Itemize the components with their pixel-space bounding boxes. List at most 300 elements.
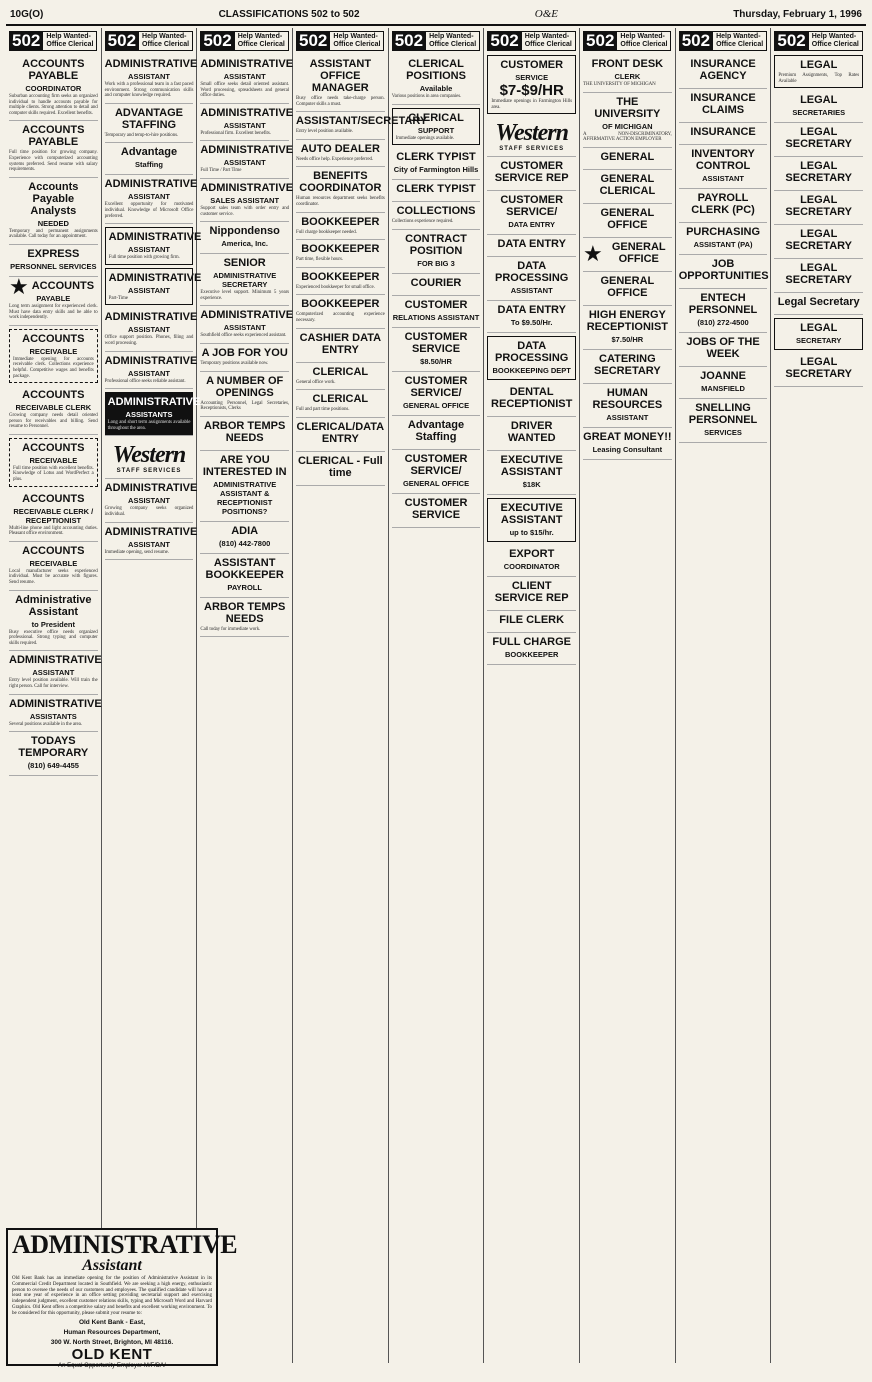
ad-subtitle: ASSISTANT: [128, 539, 170, 549]
classified-ad: [487, 498, 576, 542]
ad-subtitle: ASSISTANT: [128, 192, 170, 202]
ad-subtitle: up to $15/hr.: [509, 528, 554, 538]
western-staff-tagline: STAFF SERVICES: [499, 146, 565, 153]
ad-body: Professional firm. Excellent benefits.: [200, 130, 271, 136]
ad-body: Entry level position available.: [296, 129, 353, 135]
ad-title: CASHIER DATA ENTRY: [299, 331, 382, 356]
section-number: 502: [487, 31, 521, 51]
classified-ad: [105, 143, 194, 175]
ad-title: DATA PROCESSING: [495, 260, 569, 285]
ad-body: Busy executive office needs organized professional. Strong typing and computer skills required.: [9, 629, 98, 646]
classified-ad: [200, 55, 294, 104]
ad-body: Work with a professional team in a fast paced environment. Strong communication skills and computer knowledge required.: [104, 82, 194, 99]
section-label: [617, 31, 671, 51]
ad-body: Full time position for growing company. Experience with computerized accounting systems preferred. Send resume with salary requirements.: [9, 150, 98, 173]
ad-title: DRIVER WANTED: [507, 420, 556, 445]
classified-ad: [679, 255, 768, 289]
section-header: [679, 31, 768, 51]
ad-subtitle: DATA ENTRY: [508, 220, 556, 230]
ad-title: ADMINISTRATIVE: [9, 654, 102, 667]
ad-title: GENERAL OFFICE: [600, 206, 655, 231]
classified-ad: [774, 91, 863, 123]
ad-title: GENERAL OFFICE: [611, 240, 666, 265]
ad-title: COLLECTIONS: [396, 205, 476, 218]
ad-body: Immediate opening for accounts receivable clerk. Collections experience helpful. Competitive wages and benefits package.: [13, 356, 94, 379]
banner-company: Old Kent Bank - East,: [78, 1318, 146, 1326]
ad-body: Local manufacturer seeks experienced individual. Must be accurate with figures. Send resume.: [9, 568, 98, 586]
classified-ad: [583, 148, 672, 170]
classified-ad: [583, 428, 672, 460]
classified-ad: [392, 494, 481, 528]
ad-title: LEGAL SECRETARY: [785, 194, 853, 219]
ad-title: ACCOUNTS: [22, 544, 85, 557]
banner-headline: ADMINISTRATIVE: [12, 1230, 238, 1259]
ad-title: BOOKKEEPER: [301, 298, 380, 311]
classified-ad: [200, 451, 289, 522]
section-number: 502: [105, 31, 139, 51]
ad-subtitle: FOR BIG 3: [417, 258, 455, 268]
classified-ad: [9, 438, 98, 487]
classified-ad: [774, 353, 863, 387]
ad-title: GREAT MONEY!!: [583, 430, 672, 443]
classified-ad: [105, 439, 194, 479]
ad-body: A NON-DISCRIMINATORY, AFFIRMATIVE ACTION EMPLOYER: [583, 131, 672, 143]
ad-subtitle: to President: [31, 619, 75, 629]
classified-ad: [392, 416, 481, 450]
ad-body: Computerized accounting experience necessary.: [296, 312, 385, 323]
ad-title: Advantage Staffing: [407, 418, 465, 443]
ad-body: Small office seeks detail oriented assistant. Word processing, spreadsheets and general office duties.: [200, 82, 290, 99]
classified-ad: [9, 55, 98, 121]
section-number: 502: [200, 31, 234, 51]
ad-body: Needs office help. Experience preferred.: [296, 156, 373, 162]
classified-ad: [200, 306, 294, 344]
section-label: [426, 31, 480, 51]
ad-title: CUSTOMER: [500, 59, 564, 71]
ad-subtitle: ASSISTANT: [223, 158, 266, 168]
ad-subtitle: $18K: [522, 480, 541, 490]
ad-title: BOOKKEEPER: [301, 243, 380, 256]
ad-title: ACCOUNTS PAYABLE: [22, 124, 85, 149]
ad-title: ARBOR TEMPS NEEDS: [204, 419, 286, 444]
classified-ad: [774, 259, 863, 293]
classified-ad: [487, 545, 576, 577]
ad-subtitle: PERSONNEL SERVICES: [10, 261, 97, 271]
classified-ad: [9, 386, 98, 435]
ad-subtitle: ASSISTANT: [510, 286, 553, 296]
ad-body: Human resources department seeks benefits coordinator.: [296, 196, 385, 207]
classified-ad: [9, 695, 102, 733]
section-label: [713, 31, 767, 51]
classified-ad: [9, 273, 98, 326]
western-staff-tagline: STAFF SERVICES: [116, 468, 182, 475]
ad-title: ARBOR TEMPS NEEDS: [204, 600, 286, 625]
ad-subtitle: Available: [419, 84, 453, 93]
section-label-line1: Help Wanted-: [620, 33, 665, 40]
ad-body: Support sales team with order entry and customer service.: [200, 205, 290, 217]
ad-body: Various positions in area companies.: [391, 94, 462, 99]
classified-ad: [9, 542, 98, 591]
ad-body: Long term assignment for experienced clerk. Must have data entry skills and be able to work independently.: [9, 303, 98, 321]
ad-body: General office work.: [296, 379, 336, 385]
classified-ad: [200, 254, 289, 306]
ad-title: DENTAL RECEPTIONIST: [491, 386, 573, 411]
ad-body: Premium Assignments, Top Rates Available: [778, 73, 860, 84]
ad-body: Temporary and permanent assignments available. Call today for an appointment.: [9, 228, 98, 240]
classified-ad: [200, 417, 289, 451]
ad-title: ADMINISTRATIVE: [200, 144, 294, 157]
ad-title: ADMINISTRATIVE: [200, 309, 294, 322]
classified-ad: [392, 55, 481, 105]
column-9: [771, 28, 866, 1363]
ad-title: INSURANCE AGENCY: [690, 58, 756, 82]
column-5: [389, 28, 485, 1363]
ad-body: Experienced bookkeeper for small office.: [296, 284, 375, 290]
banner-address: 300 W. North Street, Brighton, MI 48116.: [50, 1338, 174, 1346]
ad-title: CUSTOMER SERVICE REP: [494, 160, 569, 185]
ad-subtitle: BOOKKEEPER: [505, 650, 559, 660]
ad-title: CUSTOMER SERVICE: [404, 330, 468, 355]
ad-title: LEGAL SECRETARY: [785, 356, 853, 381]
ad-title: A NUMBER OF OPENINGS: [206, 374, 284, 399]
old-kent-banner-ad: [6, 1228, 238, 1369]
section-label-line1: Help Wanted-: [716, 33, 761, 40]
classified-ad: [296, 112, 428, 140]
classified-ad: [104, 352, 198, 390]
ad-body: Temporary positions available now.: [200, 360, 269, 366]
classified-ad: [296, 55, 385, 112]
classified-ad: [487, 577, 576, 611]
ad-title: SENIOR: [223, 257, 266, 270]
section-number: 502: [9, 31, 43, 51]
classified-ad: [583, 170, 672, 204]
classified-ad: [583, 306, 672, 350]
ad-title: ADMINISTRATIVE: [104, 58, 198, 70]
classified-ad: [487, 157, 576, 191]
ad-title: LEGAL: [800, 322, 838, 335]
ad-subtitle: ASSISTANT: [128, 496, 170, 506]
classified-ad: [392, 180, 481, 202]
ad-title: EXPRESS: [27, 247, 80, 260]
classified-ad: [583, 204, 672, 238]
ad-title: CLERICAL POSITIONS: [406, 58, 466, 82]
classified-ad: [583, 384, 672, 428]
classified-ad: [487, 55, 576, 114]
ad-subtitle: ASSISTANT: [606, 412, 649, 422]
classified-ad: [296, 268, 385, 296]
ad-title: GENERAL OFFICE: [600, 274, 655, 299]
classified-ad: [679, 123, 768, 145]
ad-body: Executive level support. Minimum 5 years experience.: [200, 290, 290, 301]
classified-ad: [487, 301, 576, 333]
ad-title: LEGAL SECRETARY: [785, 262, 853, 287]
western-staff-logo: Western: [112, 442, 186, 469]
ad-title: ASSISTANT/SECRETARY: [296, 115, 428, 128]
issue-date: Thursday, February 1, 1996: [733, 8, 862, 20]
classified-ad: [487, 633, 576, 665]
classified-ad: [296, 167, 385, 212]
ad-title: CLERICAL: [312, 365, 369, 378]
classified-ad: [487, 191, 576, 235]
ad-title: PAYROLL CLERK (PC): [691, 192, 755, 216]
column-6: [484, 28, 580, 1363]
classified-ad: [392, 108, 481, 146]
section-label-line1: Help Wanted-: [142, 33, 187, 40]
banner-eoe: An Equal Opportunity Employer M/F/D/V: [58, 1362, 166, 1369]
classified-ad: [9, 490, 98, 542]
section-number: 502: [296, 31, 330, 51]
ad-title: CLERICAL: [408, 111, 464, 124]
banner-body: Old Kent Bank has an immediate opening for the position of Administrative Assistant in its Commercial Credit Department located in Southfield. We are seeking a high energy, enthusiastic person to oversee the needs of our customers and employees. The qualified candidate will have at least one year of experience in an office setting providing secretarial support and exercising independent judgment, excellent customer relations skills, typing and Microsoft Word and Harvard Graphics. Old Kent offers a competitive salary and benefits and excellent working environment. To be considered for this opportunity, please submit your resume to:: [12, 1276, 212, 1316]
ad-title: ACCOUNTS: [22, 441, 85, 454]
ad-title: ADMINISTRATIVE: [104, 178, 198, 191]
ad-subtitle: ASSISTANTS: [29, 711, 77, 721]
ad-subtitle: RELATIONS ASSISTANT: [392, 312, 480, 322]
ad-body: Full time position with growing firm.: [108, 255, 180, 261]
ad-subtitle: SALES ASSISTANT: [210, 195, 280, 205]
ad-subtitle: ASSISTANT: [223, 323, 266, 333]
ad-subtitle: $8.50/HR: [420, 356, 452, 366]
classified-ad: [200, 554, 289, 598]
ad-subtitle: ASSISTANT: [128, 285, 170, 295]
section-label-line2: Office Clerical: [237, 41, 285, 48]
ad-title: AUTO DEALER: [300, 142, 380, 155]
ad-title: ADMINISTRATIVE: [9, 697, 102, 710]
classified-ad: [104, 175, 198, 224]
ad-title: COURIER: [410, 276, 462, 289]
classified-ad: [679, 223, 768, 255]
star-heading: [583, 241, 672, 267]
section-label-line2: Office Clerical: [333, 41, 381, 48]
ad-title: FULL CHARGE: [492, 636, 572, 649]
section-label-line2: Office Clerical: [429, 41, 477, 48]
ad-subtitle: ADMINISTRATIVE ASSISTANT & RECEPTIONIST POSITIONS?: [213, 479, 277, 516]
classified-ad: [392, 202, 481, 230]
ad-title: ADMINISTRATIVE: [200, 106, 294, 119]
classified-ad: [104, 55, 198, 104]
ad-title: Accounts Payable Analysts: [28, 180, 79, 217]
ad-subtitle: PAYABLE: [36, 293, 71, 303]
ad-title: SNELLING PERSONNEL: [688, 402, 758, 426]
ad-title: HUMAN RESOURCES: [592, 386, 663, 411]
ad-title: ADMINISTRATIVE: [107, 396, 201, 409]
ad-body: Entry level position available. Will train the right person. Call for interview.: [9, 678, 98, 689]
ad-pay-rate: $7-$9/HR: [499, 82, 564, 99]
classified-ad: [296, 329, 385, 363]
ad-subtitle: Leasing Consultant: [592, 444, 663, 454]
column-3: [197, 28, 293, 1363]
ad-body: Full time position with excellent benefits. Knowledge of Lotus and WordPerfect a plus.: [13, 465, 94, 483]
ad-subtitle: ASSISTANT: [128, 368, 170, 378]
classified-ad: [679, 399, 768, 443]
section-label-line2: Office Clerical: [811, 41, 859, 48]
ad-subtitle: SUPPORT: [417, 125, 455, 135]
classified-ad: [487, 336, 576, 380]
column-7: [580, 28, 676, 1363]
ad-title: JOANNE: [700, 370, 746, 382]
ad-subtitle: RECEIVABLE CLERK: [15, 403, 92, 413]
ad-body: Full charge bookkeeper needed.: [296, 229, 357, 235]
ad-subtitle: (810) 442-7800: [219, 538, 271, 548]
ad-body: Suburban accounting firm seeks an organized individual to handle accounts payable for multiple clients. Strong attention to detail and computer skills required. Excellent benefits.: [9, 94, 98, 116]
section-number: 502: [774, 31, 808, 51]
ad-title: DATA ENTRY: [497, 304, 566, 317]
ad-title: INVENTORY CONTROL: [691, 148, 755, 172]
ad-subtitle: RECEIVABLE: [29, 455, 78, 465]
ad-subtitle: CLERK: [614, 72, 641, 81]
section-label: [43, 31, 97, 51]
ad-subtitle: ASSISTANT: [128, 72, 170, 81]
ad-subtitle: ASSISTANT (PA): [693, 240, 753, 249]
ad-body: Southfield office seeks experienced assistant.: [200, 333, 287, 339]
classified-ad: [105, 104, 194, 144]
classified-ad: [583, 55, 672, 93]
ad-title: ARE YOU INTERESTED IN: [202, 453, 287, 478]
ad-title: CUSTOMER SERVICE: [404, 496, 468, 521]
classified-ad: [9, 178, 98, 245]
classified-ad: [296, 363, 385, 391]
classified-ad: [392, 274, 481, 296]
classified-ad: [774, 318, 863, 350]
old-kent-logo: OLD KENT: [71, 1345, 153, 1363]
classified-ad: [296, 240, 385, 268]
ad-title: ADMINISTRATIVE: [200, 58, 294, 70]
section-label: [809, 31, 863, 51]
ad-title: DATA PROCESSING: [495, 340, 569, 365]
ad-title: THE UNIVERSITY: [594, 95, 661, 120]
classified-ad: [296, 140, 385, 168]
ad-subtitle: BOOKKEEPING DEPT: [492, 366, 571, 376]
ad-title: PURCHASING: [686, 226, 761, 238]
ad-subtitle: (810) 649-4455: [27, 761, 79, 771]
section-label-line1: Help Wanted-: [524, 33, 570, 40]
section-label: [522, 31, 576, 51]
classified-ad: [583, 272, 672, 306]
ad-subtitle: ASSISTANT: [128, 325, 170, 335]
classified-ad: [487, 235, 576, 257]
section-label-line1: Help Wanted-: [811, 33, 857, 40]
ad-title: ADIA: [231, 524, 259, 537]
ad-body: Busy office needs take-charge person. Computer skills a must.: [296, 96, 385, 107]
classified-ad: [296, 452, 385, 486]
classified-ad: [679, 333, 768, 367]
classified-ad: [487, 383, 576, 417]
classified-columns: [6, 28, 866, 1363]
section-label-line1: Help Wanted-: [46, 33, 91, 40]
ad-subtitle: NEEDED: [37, 218, 69, 228]
classified-ad: [9, 651, 102, 694]
ad-body: Multi-line phone and light accounting duties. Pleasant office environment.: [9, 525, 98, 537]
classified-ad: [679, 145, 768, 189]
ad-title: ACCOUNTS: [22, 492, 85, 505]
classified-ad: [200, 522, 289, 554]
classified-ad: [9, 591, 98, 652]
ad-subtitle: To $9.50/Hr.: [510, 318, 553, 328]
ad-title: TODAYS TEMPORARY: [18, 735, 89, 760]
ad-title: EXECUTIVE ASSISTANT: [500, 454, 563, 479]
ad-title: LEGAL SECRETARY: [785, 160, 853, 185]
classified-ad: [487, 451, 576, 495]
section-label-line1: Help Wanted-: [429, 33, 474, 40]
ad-body: Excellent opportunity for motivated individual. Knowledge of Microsoft Office preferred.: [104, 202, 194, 219]
classified-ad: [583, 93, 672, 148]
ad-subtitle: Staffing: [135, 160, 163, 170]
page-number: 10G(O): [10, 8, 44, 20]
ad-subtitle: GENERAL OFFICE: [402, 478, 470, 488]
ad-title: ADMINISTRATIVE: [104, 482, 198, 495]
ad-title: CLERK TYPIST: [396, 183, 476, 196]
ad-subtitle: GENERAL OFFICE: [402, 400, 470, 410]
classified-ad: [200, 104, 294, 142]
ad-body: Full Time / Part Time: [200, 168, 242, 174]
ad-title: ACCOUNTS: [22, 389, 85, 402]
classified-ad: [9, 732, 98, 776]
ad-title: EXPORT: [509, 548, 555, 561]
classified-ad: [583, 238, 672, 272]
ad-body: Growing company seeks organized individual.: [104, 506, 194, 517]
ad-title: ACCOUNTS PAYABLE: [22, 58, 85, 82]
section-label-line2: Office Clerical: [46, 41, 94, 48]
ad-body: Call today for immediate work.: [200, 626, 261, 632]
ad-title: ACCOUNTS: [22, 332, 85, 345]
ad-subtitle: ASSISTANT: [128, 245, 170, 255]
ad-subtitle: ASSISTANTS: [125, 410, 173, 420]
classified-ad: [200, 222, 289, 254]
section-header: [105, 31, 194, 51]
ad-body: Temporary and temp-to-hire positions.: [104, 132, 179, 138]
ad-subtitle: City of Farmington Hills: [393, 165, 479, 175]
ad-title: CONTRACT POSITION: [405, 232, 467, 257]
classified-ad: [200, 179, 294, 222]
classified-ad: [392, 148, 481, 180]
ad-title: CUSTOMER SERVICE/: [404, 374, 468, 399]
section-label-line1: Help Wanted-: [333, 33, 378, 40]
ad-title: Advantage: [120, 146, 178, 159]
classified-ad: [104, 523, 198, 561]
ad-title: GENERAL: [600, 150, 655, 163]
classified-ad: [392, 230, 481, 274]
section-number: 502: [583, 31, 617, 51]
section-header: [487, 31, 576, 51]
ad-body: Accounting Personnel, Legal Secretaries, Receptionists, Clerks: [200, 400, 290, 412]
ad-subtitle: ASSISTANT: [702, 174, 745, 183]
ad-title: BENEFITS COORDINATOR: [299, 170, 382, 195]
section-label-line2: Office Clerical: [524, 41, 572, 48]
section-header: [9, 31, 98, 51]
ad-subtitle: SECRETARIES: [792, 108, 846, 118]
classified-ad: [105, 227, 202, 265]
ad-subtitle: RECEIVABLE CLERK / RECEPTIONIST: [13, 506, 94, 525]
ad-title: Nippondenso: [209, 225, 280, 238]
classified-ad: [104, 308, 198, 351]
ad-title: CLERICAL: [312, 393, 369, 406]
section-label-line2: Office Clerical: [716, 41, 764, 48]
classified-ad: [392, 450, 481, 494]
ad-title: FILE CLERK: [499, 614, 565, 627]
ad-subtitle: ASSISTANT: [32, 668, 75, 678]
ad-title: JOB OPPORTUNITIES: [678, 258, 769, 282]
classified-ad: [9, 121, 98, 177]
column-1: [6, 28, 102, 1363]
classified-ad: [392, 372, 481, 416]
section-label: [330, 31, 384, 51]
ad-subtitle: SERVICES: [704, 428, 742, 437]
classified-ad: [487, 117, 576, 157]
ad-title: CUSTOMER SERVICE/: [404, 452, 468, 477]
column-8: [676, 28, 772, 1363]
ad-subtitle: RECEIVABLE: [29, 558, 78, 568]
classified-ad: [487, 611, 576, 633]
